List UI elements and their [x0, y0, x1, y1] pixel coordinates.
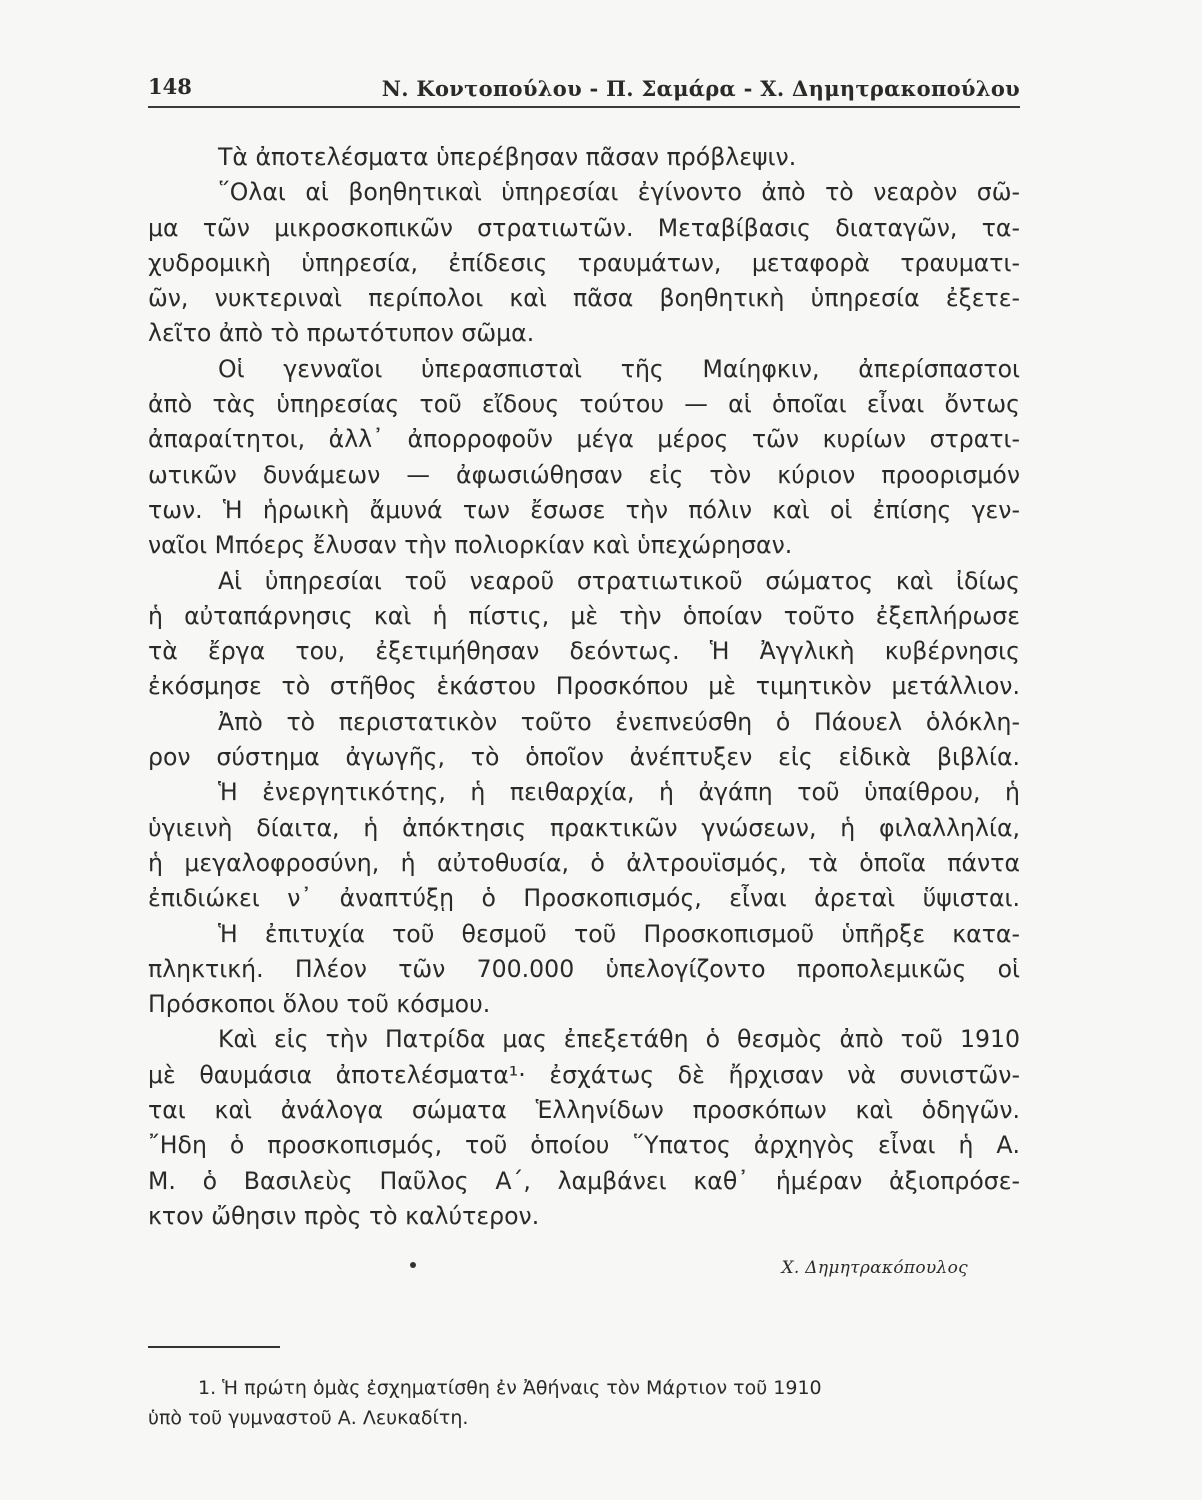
text-line: ἐκόσμησε τὸ στῆθος ἑκάστου Προσκόπου μὲ τιμητικὸν μετάλλιον.: [148, 672, 1020, 701]
text-line: Πρόσκοποι ὅλου τοῦ κόσμου.: [148, 990, 491, 1019]
author-signature: Χ. Δημητρακόπουλος: [781, 1258, 968, 1278]
text-line: πληκτική. Πλέον τῶν 700.000 ὑπελογίζοντο προπολεμικῶς οἱ: [148, 954, 1020, 983]
text-line: ωτικῶν δυνάμεων — ἀφωσιώθησαν εἰς τὸν κύριον προορισμόν: [148, 460, 1020, 489]
text-line: ρον σύστημα ἀγωγῆς, τὸ ὁποῖον ἀνέπτυξεν εἰς εἰδικὰ βιβλία.: [148, 743, 1020, 772]
text-line: Ἡ ἐπιτυχία τοῦ θεσμοῦ τοῦ Προσκοπισμοῦ ὑπῆρξε κατα-: [218, 919, 1020, 948]
footnote-line: 1. Ἡ πρώτη ὁμὰς ἐσχηματίσθη ἐν Ἀθήναις τὸν Μάρτιον τοῦ 1910: [198, 1377, 822, 1399]
text-line: μα τῶν μικροσκοπικῶν στρατιωτῶν. Μεταβίβασις διαταγῶν, τα-: [148, 213, 1020, 242]
text-line: Ἡ ἐνεργητικότης, ἡ πειθαρχία, ἡ ἀγάπη τοῦ ὑπαίθρου, ἡ: [218, 778, 1020, 807]
footnote-divider: [148, 1346, 280, 1348]
text-line: των. Ἡ ἡρωικὴ ἄμυνά των ἔσωσε τὴν πόλιν καὶ οἱ ἐπίσης γεν-: [148, 495, 1020, 524]
text-line: ὑγιεινὴ δίαιτα, ἡ ἀπόκτησις πρακτικῶν γνώσεων, ἡ φιλαλληλία,: [148, 813, 1020, 842]
text-line: ἀπαραίτητοι, ἀλλ᾿ ἀπορροφοῦν μέγα μέρος τῶν κυρίων στρατι-: [148, 425, 1020, 454]
text-line: ἡ αὐταπάρνησις καὶ ἡ πίστις, μὲ τὴν ὁποίαν τοῦτο ἐξεπλήρωσε: [148, 601, 1020, 630]
text-line: Οἱ γενναῖοι ὑπερασπισταὶ τῆς Μαίηφκιν, ἀπερίσπαστοι: [218, 354, 1020, 383]
footnote: [148, 1373, 1008, 1433]
text-line: κτον ὤθησιν πρὸς τὸ καλύτερον.: [148, 1201, 540, 1230]
text-line: χυδρομικὴ ὑπηρεσία, ἐπίδεσις τραυμάτων, μεταφορὰ τραυματι-: [148, 248, 1020, 277]
body-text: [148, 140, 1020, 1234]
text-line: ῎Ηδη ὁ προσκοπισμός, τοῦ ὁποίου ῞Υπατος ἀρχηγὸς εἶναι ἡ Α.: [148, 1131, 1020, 1160]
text-line: Ἀπὸ τὸ περιστατικὸν τοῦτο ἐνεπνεύσθη ὁ Πάουελ ὁλόκλη-: [218, 707, 1020, 736]
text-line: τὰ ἔργα του, ἐξετιμήθησαν δεόντως. Ἡ Ἀγγλικὴ κυβέρνησις: [148, 637, 1020, 666]
text-line: ται καὶ ἀνάλογα σώματα Ἑλληνίδων προσκόπων καὶ ὁδηγῶν.: [148, 1096, 1020, 1125]
text-line: Καὶ εἰς τὴν Πατρίδα μας ἐπεξετάθη ὁ θεσμὸς ἀπὸ τοῦ 1910: [218, 1025, 1020, 1054]
text-line: ῶν, νυκτεριναὶ περίπολοι καὶ πᾶσα βοηθητικὴ ὑπηρεσία ἐξετε-: [148, 284, 1020, 313]
text-line: ἐπιδιώκει ν᾿ ἀναπτύξῃ ὁ Προσκοπισμός, εἶναι ἀρεταὶ ὕψισται.: [148, 884, 1020, 913]
text-line: μὲ θαυμάσια ἀποτελέσματα¹· ἐσχάτως δὲ ἤρχισαν νὰ συνιστῶν-: [148, 1060, 1020, 1089]
text-line: ἀπὸ τὰς ὑπηρεσίας τοῦ εἴδους τούτου — αἱ ὁποῖαι εἶναι ὄντως: [148, 390, 1020, 419]
text-line: Τὰ ἀποτελέσματα ὑπερέβησαν πᾶσαν πρόβλεψιν.: [218, 143, 797, 171]
page-header: [148, 72, 1020, 108]
running-head: Ν. Κοντοπούλου - Π. Σαμάρα - Χ. Δημητρακοπούλου: [381, 76, 1020, 101]
text-line: Μ. ὁ Βασιλεὺς Παῦλος Α΄, λαμβάνει καθ᾿ ἡμέραν ἀξιοπρόσε-: [148, 1166, 1020, 1195]
footnote-line: ὑπὸ τοῦ γυμναστοῦ Α. Λευκαδίτη.: [148, 1407, 469, 1429]
page-number: 148: [148, 74, 192, 99]
text-line: ἡ μεγαλοφροσύνη, ἡ αὐτοθυσία, ὁ ἀλτρουϊσμός, τὰ ὁποῖα πάντα: [148, 848, 1020, 877]
text-line: λεῖτο ἀπὸ τὸ πρωτότυπον σῶμα.: [148, 319, 535, 348]
text-line: Αἱ ὑπηρεσίαι τοῦ νεαροῦ στρατιωτικοῦ σώματος καὶ ἰδίως: [218, 566, 1020, 595]
text-line: ναῖοι Μπόερς ἔλυσαν τὴν πολιορκίαν καὶ ὑπεχώρησαν.: [148, 531, 793, 560]
ornament-dot: [410, 1262, 416, 1268]
text-line: ῞Ολαι αἱ βοηθητικαὶ ὑπηρεσίαι ἐγίνοντο ἀπὸ τὸ νεαρὸν σῶ-: [218, 178, 1020, 207]
